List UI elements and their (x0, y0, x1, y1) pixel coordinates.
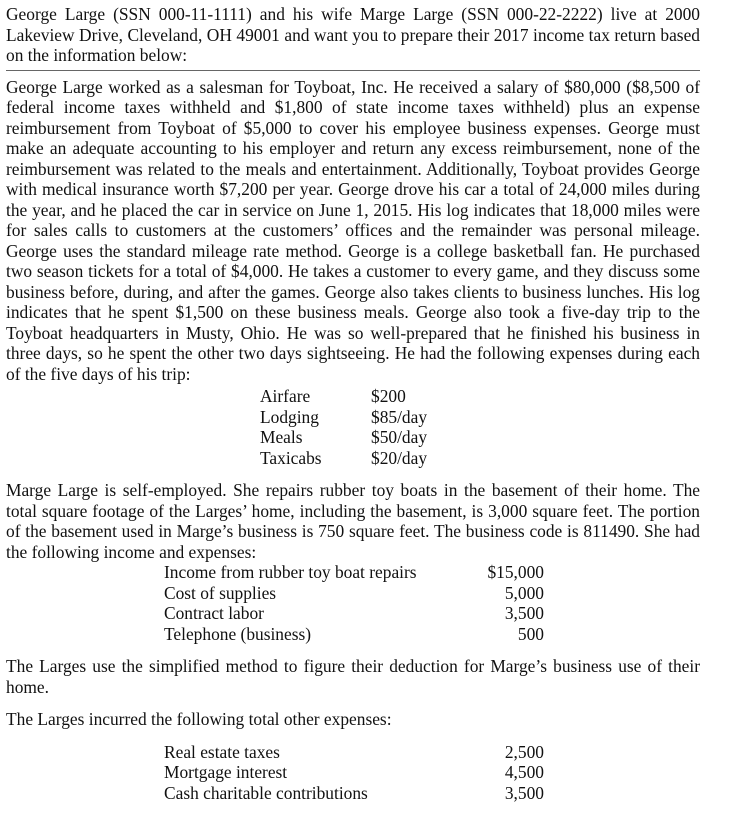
other-expenses-intro: The Larges incurred the following total other expenses: (6, 709, 392, 729)
other-label: Real estate taxes (164, 741, 280, 762)
table-row (164, 603, 544, 624)
other-amount: 4,500 (504, 762, 544, 782)
item-amount: 5,000 (504, 582, 544, 603)
expense-amount: $20/day (371, 447, 428, 468)
marge-income-expenses-table (164, 562, 544, 644)
item-amount: 500 (517, 623, 544, 644)
item-label: Telephone (business) (164, 623, 312, 644)
table-row (260, 407, 427, 428)
table-row (164, 562, 544, 583)
table-row (260, 427, 427, 448)
intro-paragraph: George Large (SSN 000-11-1111) and his wife Marge Large (SSN 000-22-2222) live at 2000 Lakeview Drive, Cleveland, OH 49001 and want you to prepare their 2017 income tax return based on the information below: (6, 4, 700, 65)
expense-label: Meals (260, 427, 303, 447)
expense-amount: $200 (371, 386, 406, 406)
divider-rule (6, 70, 700, 71)
item-label: Contract labor (164, 603, 264, 623)
table-row (164, 583, 544, 604)
other-amount: 3,500 (504, 782, 544, 803)
marge-paragraph: Marge Large is self-employed. She repairs rubber toy boats in the basement of their home. The total square footage of the Larges’ home, including the basement, is 3,000 square feet. The portion of the basement used in Marge’s business is 750 square feet. The business code is 811490. She had the following income and expenses: (6, 480, 700, 562)
item-label: Cost of supplies (164, 582, 277, 603)
expense-label: Lodging (260, 406, 319, 427)
other-amount: 2,500 (504, 741, 544, 762)
other-label: Cash charitable contributions (164, 782, 368, 803)
simplified-method-paragraph: The Larges use the simplified method to figure their deduction for Marge’s business use of their home. (6, 656, 700, 697)
table-row (164, 762, 544, 783)
trip-expenses-table (260, 386, 427, 468)
item-amount: $15,000 (487, 562, 544, 582)
table-row (164, 783, 544, 804)
expense-label: Taxicabs (260, 447, 322, 468)
table-row (164, 624, 544, 645)
tax-problem-document (6, 4, 700, 803)
other-label: Mortgage interest (164, 762, 288, 782)
expense-amount: $50/day (371, 427, 428, 447)
table-row (164, 742, 544, 763)
expense-amount: $85/day (371, 406, 428, 427)
expense-label: Airfare (260, 386, 311, 406)
george-paragraph: George Large worked as a salesman for Toyboat, Inc. He received a salary of $80,000 ($8,500 of federal income taxes withheld and $1,800 of state income taxes withheld) plus an expense reimbursement from Toyboat of $5,000 to cover his employee business expenses. George must make an adequate accounting to his employer and return any excess reimbursement, none of the reimbursement was related to the meals and entertainment. Additionally, Toyboat provides George with medical insurance worth $7,200 per year. George drove his car a total of 24,000 miles during the year, and he placed the car in service on June 1, 2015. His log indicates that 18,000 miles were for sales calls to customers at the customers’ offices and the remainder was personal mileage. George uses the standard mileage rate method. George is a college basketball fan. He purchased two season tickets for a total of $4,000. He takes a customer to every game, and they discuss some business before, during, and after the games. George also takes clients to business lunches. His log indicates that he spent $1,500 on these business meals. George also took a five-day trip to the Toyboat headquarters in Musty, Ohio. He was so well-prepared that he finished his business in three days, so he spent the other two days sightseeing. He had the following expenses during each of the five days of his trip: (6, 76, 700, 384)
item-label: Income from rubber toy boat repairs (164, 562, 417, 582)
item-amount: 3,500 (504, 603, 544, 623)
table-row (260, 386, 427, 407)
other-expenses-table (164, 742, 544, 804)
table-row (260, 448, 427, 469)
